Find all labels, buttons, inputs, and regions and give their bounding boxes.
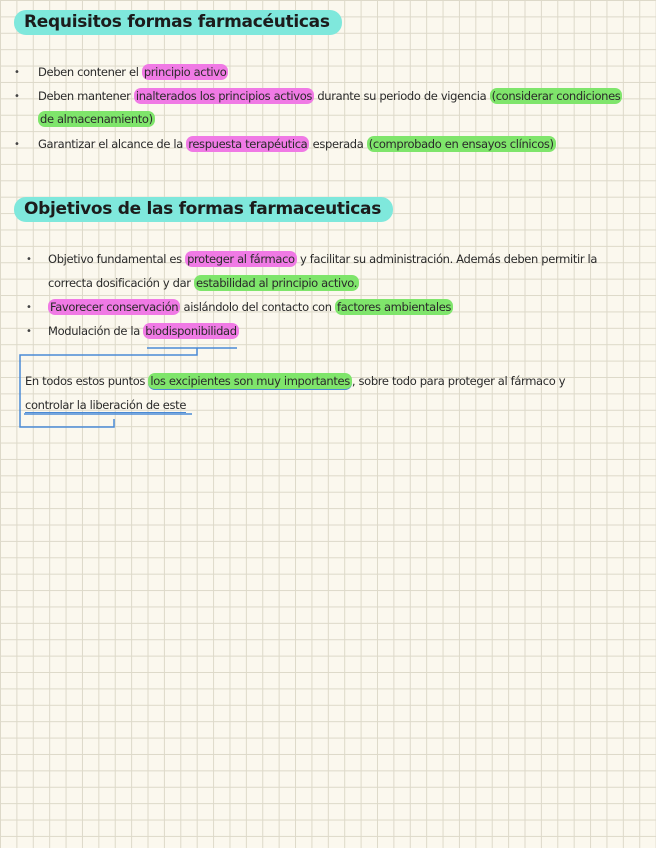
list-item	[48, 248, 597, 270]
text: esperada	[309, 137, 367, 151]
green-highlight: factores ambientales	[336, 300, 452, 314]
text: Garantizar el alcance de la	[38, 137, 187, 151]
list-item	[38, 61, 228, 83]
text: durante su periodo de vigencia	[314, 89, 490, 103]
list-item	[48, 296, 453, 318]
green-highlight-underlined: los excipientes son muy importantes	[150, 374, 350, 388]
bullet-dot: •	[26, 254, 32, 265]
text: Objetivo fundamental es	[48, 252, 186, 266]
list-item-continuation	[48, 272, 359, 294]
list-item	[48, 320, 239, 342]
bullet-dot: •	[14, 91, 20, 102]
text: correcta dosificación y dar	[48, 276, 194, 290]
bullet-dot: •	[26, 302, 32, 313]
bullet-dot: •	[14, 67, 20, 78]
green-highlight: (considerar condiciones	[491, 89, 621, 103]
text: y facilitar su administración. Además deben permitir la	[296, 252, 598, 266]
green-highlight: de almacenamiento)	[40, 112, 153, 126]
text: Deben mantener	[38, 89, 134, 103]
underlined-text: controlar la liberación de este	[25, 398, 187, 412]
bullet-dot: •	[14, 139, 20, 150]
text: Deben contener el	[38, 65, 142, 79]
list-item	[38, 85, 622, 107]
pink-highlight: inalterados los principios activos	[135, 89, 313, 103]
note-line	[25, 370, 565, 392]
list-item-continuation	[38, 108, 155, 130]
pink-highlight: Favorecer conservación	[50, 300, 179, 314]
bullet-dot: •	[26, 326, 32, 337]
text: En todos estos puntos	[25, 374, 149, 388]
pink-highlight: respuesta terapéutica	[188, 137, 308, 151]
section-title-objetivos: Objetivos de las formas farmaceuticas	[14, 197, 393, 222]
text: , sobre todo para proteger al fármaco y	[351, 374, 566, 388]
text: Modulación de la	[48, 324, 144, 338]
note-line	[25, 394, 186, 416]
pink-highlight: proteger al fármaco	[187, 252, 295, 266]
text: aislándolo del contacto con	[180, 300, 335, 314]
pink-highlight: principio activo	[143, 65, 227, 79]
pink-highlight: biodisponibilidad	[145, 324, 237, 338]
green-highlight: (comprobado en ensayos clínicos)	[368, 137, 554, 151]
section-title-requisitos: Requisitos formas farmacéuticas	[14, 10, 342, 35]
green-highlight: estabilidad al principio activo.	[196, 276, 358, 290]
list-item	[38, 133, 556, 155]
